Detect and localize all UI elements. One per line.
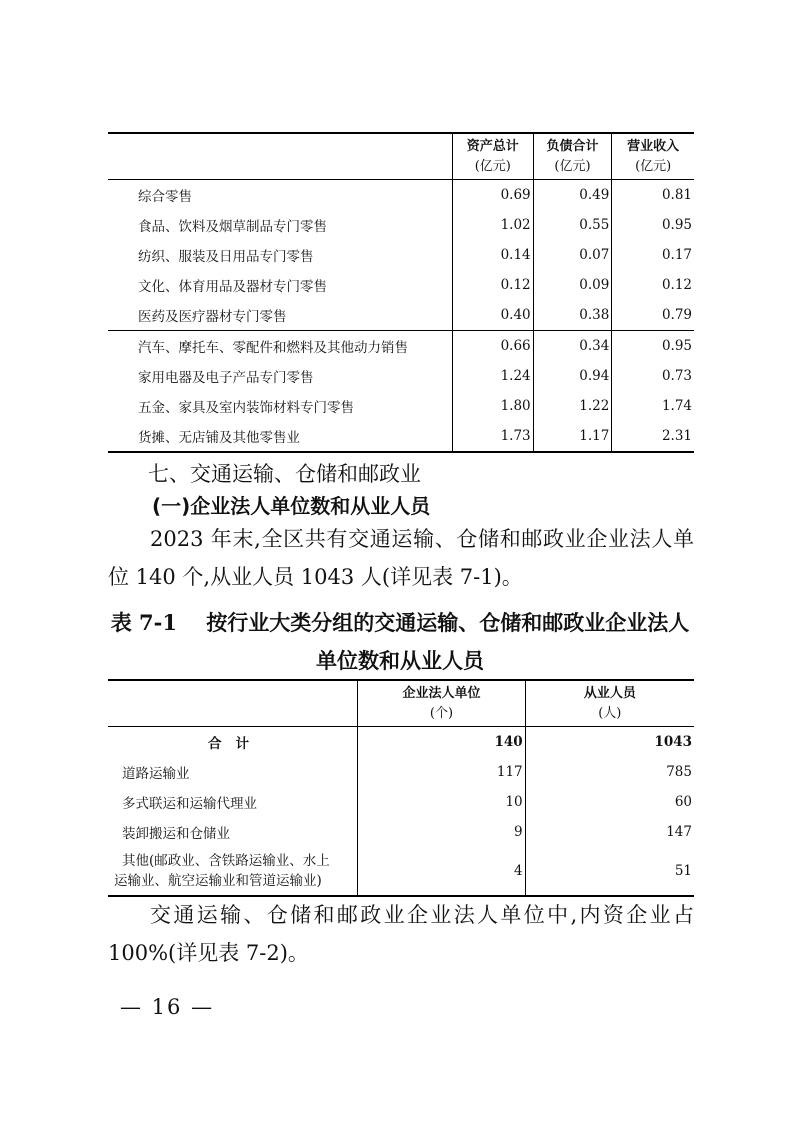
table-row	[108, 180, 694, 211]
row-label: 食品、饮料及烟草制品专门零售	[138, 219, 327, 235]
header-unit: (个)	[429, 706, 454, 721]
table-row	[108, 210, 694, 240]
header-total-liabilities	[533, 133, 612, 180]
cell-units: 140	[358, 727, 525, 758]
cell-units: 4	[358, 847, 525, 896]
header-operating-revenue	[612, 133, 694, 180]
table-row	[108, 331, 694, 362]
header-total-assets	[452, 133, 533, 180]
cell-assets: 1.02	[452, 210, 533, 240]
section-title: 七、交通运输、仓储和邮政业	[148, 462, 421, 486]
cell-liabilities: 0.38	[533, 300, 612, 331]
header-blank	[108, 133, 452, 180]
cell-assets: 1.73	[452, 421, 533, 452]
header-label: 从业人员	[583, 686, 636, 701]
table-total-row	[108, 727, 694, 758]
table-row	[108, 361, 694, 391]
table-caption	[100, 604, 700, 680]
cell-liabilities: 0.09	[533, 270, 612, 300]
table-row	[108, 421, 694, 452]
header-unit: (亿元)	[474, 159, 511, 174]
cell-revenue: 0.81	[612, 180, 694, 211]
cell-liabilities: 0.49	[533, 180, 612, 211]
table-row	[108, 240, 694, 270]
row-label: 多式联运和运输代理业	[122, 796, 257, 812]
cell-employees: 147	[525, 817, 694, 847]
transport-table	[108, 679, 694, 897]
header-blank	[108, 680, 358, 727]
cell-units: 117	[358, 757, 525, 787]
row-label: 五金、家具及室内装饰材料专门零售	[138, 400, 354, 416]
row-label	[108, 847, 358, 896]
cell-assets: 1.80	[452, 391, 533, 421]
cell-revenue: 0.73	[612, 361, 694, 391]
total-label: 合计	[208, 736, 263, 752]
header-unit: (亿元)	[554, 159, 591, 174]
cell-liabilities: 1.17	[533, 421, 612, 452]
table-row	[108, 300, 694, 331]
table-row	[108, 270, 694, 300]
cell-revenue: 0.95	[612, 331, 694, 362]
table-header-row	[108, 133, 694, 180]
cell-revenue: 0.95	[612, 210, 694, 240]
cell-liabilities: 0.07	[533, 240, 612, 270]
row-label: 综合零售	[138, 189, 192, 205]
cell-assets: 0.14	[452, 240, 533, 270]
cell-revenue: 0.12	[612, 270, 694, 300]
cell-units: 9	[358, 817, 525, 847]
row-label: 纺织、服装及日用品专门零售	[138, 249, 314, 265]
cell-employees: 1043	[525, 727, 694, 758]
header-label: 资产总计	[466, 139, 519, 154]
cell-assets: 0.12	[452, 270, 533, 300]
cell-assets: 0.69	[452, 180, 533, 211]
row-label: 汽车、摩托车、零配件和燃料及其他动力销售	[108, 331, 452, 362]
row-label: 家用电器及电子产品专门零售	[138, 370, 314, 386]
table-header-row	[108, 680, 694, 727]
retail-table	[108, 132, 694, 453]
cell-assets: 0.40	[452, 300, 533, 331]
row-label: 装卸搬运和仓储业	[122, 826, 230, 842]
page-number: — 16 —	[120, 995, 215, 1019]
cell-employees: 60	[525, 787, 694, 817]
cell-liabilities: 1.22	[533, 391, 612, 421]
subsection-title: (一)企业法人单位数和从业人员	[152, 494, 431, 518]
body-paragraph-2: 交通运输、仓储和邮政业企业法人单位中,内资企业占 100%(详见表 7-2)。	[108, 903, 694, 965]
row-label: 道路运输业	[122, 766, 190, 782]
row-label-line1: 其他(邮政业、含铁路运输业、水上	[122, 853, 330, 869]
cell-assets: 1.24	[452, 361, 533, 391]
cell-revenue: 1.74	[612, 391, 694, 421]
row-label: 医药及医疗器材专门零售	[138, 309, 287, 325]
row-label: 货摊、无店铺及其他零售业	[108, 421, 452, 452]
header-unit: (亿元)	[635, 159, 672, 174]
header-label: 负债合计	[546, 139, 599, 154]
header-employees	[525, 680, 694, 727]
cell-liabilities: 0.94	[533, 361, 612, 391]
table-row	[108, 787, 694, 817]
table-row	[108, 847, 694, 896]
cell-revenue: 0.17	[612, 240, 694, 270]
cell-units: 10	[358, 787, 525, 817]
header-unit: (人)	[598, 706, 622, 721]
header-legal-units	[358, 680, 525, 727]
row-label: 文化、体育用品及器材专门零售	[138, 279, 327, 295]
row-label-line2: 运输业、航空运输业和管道运输业)	[114, 873, 322, 889]
table-caption-line2: 单位数和从业人员	[316, 648, 484, 673]
cell-employees: 785	[525, 757, 694, 787]
table-caption-line1: 表 7-1 按行业大类分组的交通运输、仓储和邮政业企业法人	[110, 610, 690, 635]
header-label: 企业法人单位	[402, 686, 481, 701]
table-row	[108, 757, 694, 787]
cell-liabilities: 0.34	[533, 331, 612, 362]
cell-revenue: 0.79	[612, 300, 694, 331]
header-label: 营业收入	[627, 139, 680, 154]
table-row	[108, 391, 694, 421]
cell-assets: 0.66	[452, 331, 533, 362]
cell-liabilities: 0.55	[533, 210, 612, 240]
cell-employees: 51	[525, 847, 694, 896]
body-paragraph: 2023 年末,全区共有交通运输、仓储和邮政业企业法人单位 140 个,从业人员 1043 人(详见表 7-1)。	[108, 527, 694, 589]
cell-revenue: 2.31	[612, 421, 694, 452]
table-row	[108, 817, 694, 847]
